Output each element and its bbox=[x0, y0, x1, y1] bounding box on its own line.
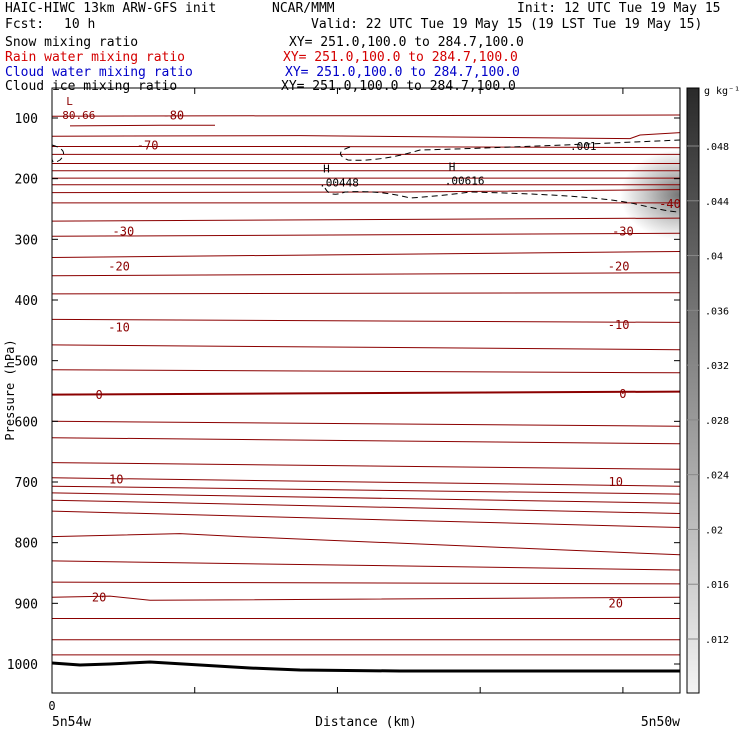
isotherm-label: 0 bbox=[619, 387, 627, 402]
plot-org: NCAR/MMM bbox=[272, 1, 335, 16]
y-tick-label: 1000 bbox=[6, 658, 38, 673]
isotherm-label: -10 bbox=[607, 317, 630, 332]
extremum-value: .00448 bbox=[319, 176, 359, 190]
colorbar-tick-label: .032 bbox=[705, 361, 730, 373]
x-zero-label: 0 bbox=[48, 699, 56, 713]
isotherm-line bbox=[52, 478, 680, 486]
isotherm-line bbox=[52, 561, 680, 570]
plot-frame bbox=[52, 88, 680, 693]
colorbar-tick-label: .016 bbox=[705, 580, 730, 592]
isotherm-line bbox=[52, 500, 680, 513]
isotherm-line bbox=[52, 319, 680, 322]
isotherm-label: -10 bbox=[108, 320, 130, 335]
isotherm-label: 10 bbox=[608, 475, 623, 489]
snow-contour-left bbox=[52, 145, 64, 162]
isotherm-line bbox=[52, 493, 680, 503]
extremum-value: 80.66 bbox=[62, 108, 96, 122]
x-end-label: 5n50w bbox=[640, 715, 680, 730]
fcst-label: Fcst: bbox=[5, 17, 45, 32]
colorbar-tick-label: .044 bbox=[705, 196, 730, 208]
isotherm-line bbox=[70, 125, 215, 126]
isotherm-label: -30 bbox=[112, 224, 135, 239]
isotherm-line bbox=[52, 582, 680, 584]
isotherm-line bbox=[52, 486, 680, 494]
field-name-cloudwater: Cloud water mixing ratio bbox=[5, 65, 193, 80]
isotherm-label: 20 bbox=[91, 590, 107, 605]
isotherm-line bbox=[52, 511, 680, 527]
y-tick-label: 600 bbox=[14, 415, 38, 431]
colorbar-tick-label: .036 bbox=[705, 306, 730, 318]
y-tick-label: 200 bbox=[14, 172, 38, 188]
isotherm-line bbox=[52, 421, 680, 426]
y-tick-label: 900 bbox=[14, 597, 38, 613]
fcst-value: 10 h bbox=[64, 17, 96, 32]
isotherm-label: -40 bbox=[659, 197, 681, 212]
isotherm-line bbox=[52, 534, 680, 555]
extremum-marker: H bbox=[448, 160, 456, 174]
extremum-marker: H bbox=[323, 162, 330, 176]
isotherm-line bbox=[52, 115, 680, 116]
snow-contour-upper bbox=[340, 140, 680, 160]
init-time: Init: 12 UTC Tue 19 May 15 bbox=[517, 1, 721, 16]
isotherm-line bbox=[52, 273, 680, 276]
snow-contour-label: .001 bbox=[570, 139, 597, 153]
y-tick-label: 400 bbox=[14, 294, 38, 309]
isotherm-label: -30 bbox=[612, 224, 634, 239]
extremum-marker: L bbox=[66, 94, 73, 108]
isotherm-line bbox=[52, 233, 680, 236]
field-name-rain: Rain water mixing ratio bbox=[5, 50, 186, 65]
y-tick-label: 800 bbox=[14, 536, 38, 552]
terrain-line bbox=[52, 662, 680, 671]
colorbar-tick-label: .02 bbox=[705, 525, 724, 537]
y-tick-label: 500 bbox=[14, 354, 38, 370]
x-axis-label: Distance (km) bbox=[315, 715, 417, 730]
isotherm-label: 10 bbox=[109, 472, 124, 487]
y-tick-label: 700 bbox=[14, 476, 38, 491]
isotherm-line bbox=[52, 392, 680, 395]
y-axis-label: Pressure (hPa) bbox=[3, 339, 17, 441]
field-xy-cloudice: XY= 251.0,100.0 to 284.7,100.0 bbox=[281, 79, 516, 94]
field-xy-snow: XY= 251.0,100.0 to 284.7,100.0 bbox=[289, 35, 524, 50]
y-tick-label: 100 bbox=[14, 112, 38, 127]
field-name-cloudice: Cloud ice mixing ratio bbox=[5, 79, 178, 94]
isotherm-line bbox=[52, 345, 680, 350]
x-start-label: 5n54w bbox=[52, 715, 92, 730]
isotherm-line bbox=[52, 370, 680, 373]
isotherm-label: -20 bbox=[607, 259, 630, 274]
field-name-snow: Snow mixing ratio bbox=[5, 35, 139, 50]
isotherm-line bbox=[52, 252, 680, 258]
colorbar-tick-label: .048 bbox=[705, 142, 730, 153]
isotherm-label: -80 bbox=[162, 108, 185, 123]
plot-title: HAIC-HIWC 13km ARW-GFS init bbox=[5, 1, 217, 16]
field-xy-cloudwater: XY= 251.0,100.0 to 284.7,100.0 bbox=[285, 65, 520, 80]
extremum-value: .00616 bbox=[444, 174, 485, 188]
isotherm-label: 20 bbox=[608, 596, 623, 611]
isotherm-line bbox=[52, 438, 680, 444]
colorbar-unit: g kg⁻¹ bbox=[704, 86, 740, 97]
isotherm-label: 0 bbox=[95, 388, 103, 403]
isotherm-line bbox=[52, 463, 680, 470]
isotherm-line bbox=[52, 218, 680, 221]
isotherm-line bbox=[52, 293, 680, 294]
isotherm-label: -20 bbox=[108, 259, 130, 274]
field-xy-rain: XY= 251.0,100.0 to 284.7,100.0 bbox=[283, 50, 518, 65]
colorbar-tick-label: .024 bbox=[705, 470, 730, 482]
colorbar bbox=[687, 88, 699, 693]
isotherm-line bbox=[52, 596, 680, 600]
valid-time: Valid: 22 UTC Tue 19 May 15 (19 LST Tue 19 May 15) bbox=[311, 17, 703, 32]
colorbar-tick-label: .028 bbox=[705, 415, 730, 427]
colorbar-tick-label: .012 bbox=[705, 635, 730, 646]
colorbar-tick-label: .04 bbox=[705, 251, 724, 263]
isotherm-label: -70 bbox=[136, 138, 159, 153]
y-tick-label: 300 bbox=[14, 233, 38, 249]
